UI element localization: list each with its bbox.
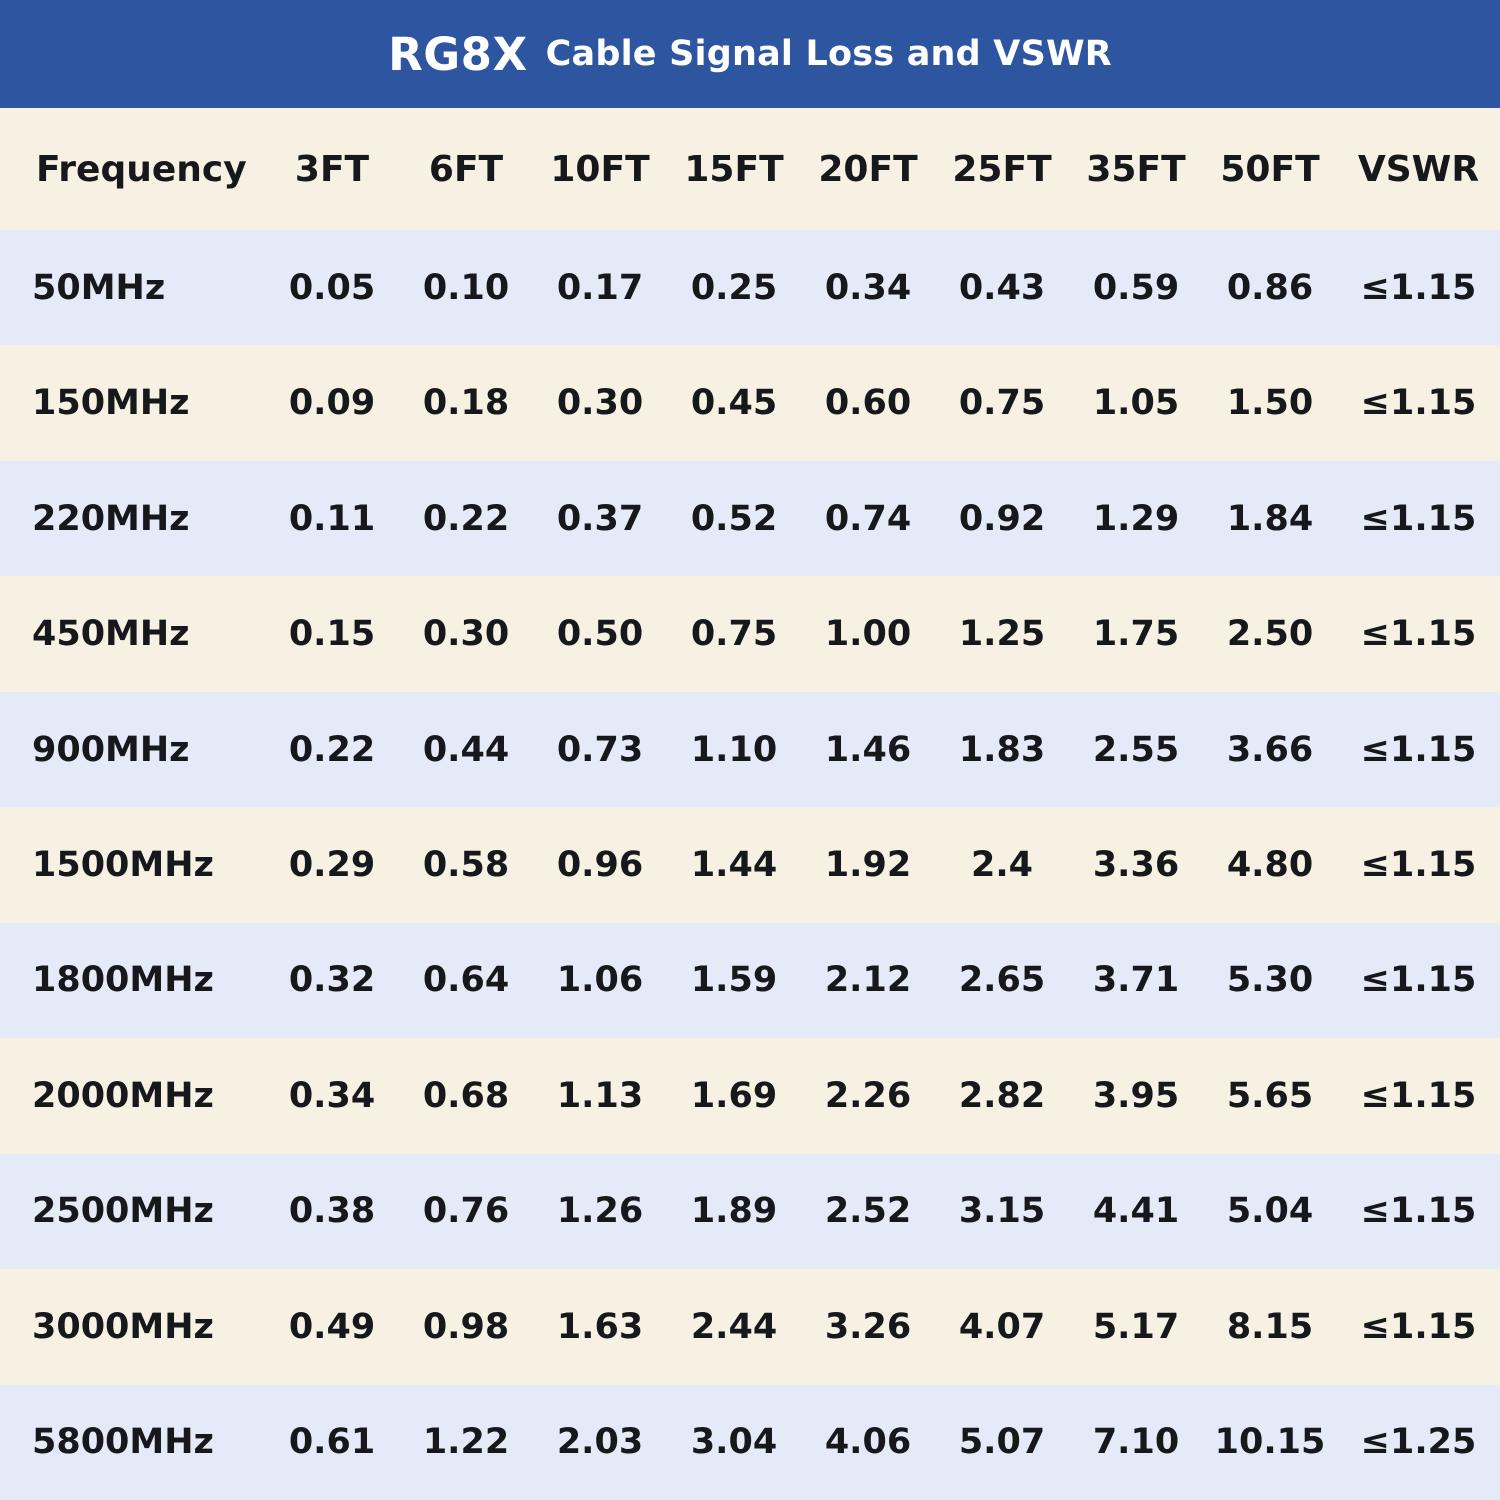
cell-3ft: 0.29 [288, 844, 376, 885]
cell-50ft: 10.15 [1214, 1422, 1326, 1463]
table-row [0, 576, 1500, 691]
column-header-frequency: Frequency [36, 148, 247, 190]
table-row [0, 692, 1500, 807]
table-row [0, 807, 1500, 922]
cell-6ft: 0.30 [422, 614, 510, 655]
table-row [0, 345, 1500, 460]
cell-3ft: 0.22 [288, 729, 376, 770]
cell-15ft: 1.44 [690, 844, 778, 885]
cell-25ft: 0.43 [958, 267, 1046, 308]
cell-20ft: 2.12 [824, 960, 912, 1001]
cell-15ft: 3.04 [690, 1422, 778, 1463]
cell-3ft: 0.15 [288, 614, 376, 655]
cell-25ft: 1.83 [958, 729, 1046, 770]
cell-15ft: 1.59 [690, 960, 778, 1001]
cell-35ft: 7.10 [1092, 1422, 1180, 1463]
cell-15ft: 1.69 [690, 1075, 778, 1116]
cell-15ft: 0.75 [690, 614, 778, 655]
table-header [0, 108, 1500, 230]
cell-25ft: 5.07 [958, 1422, 1046, 1463]
cell-vswr: ≤1.15 [1360, 1306, 1477, 1347]
cell-20ft: 3.26 [824, 1306, 912, 1347]
cell-50ft: 3.66 [1226, 729, 1314, 770]
product-name: RG8X [388, 27, 528, 81]
cell-6ft: 1.22 [422, 1422, 510, 1463]
cell-15ft: 1.10 [690, 729, 778, 770]
column-header-50ft: 50FT [1220, 148, 1320, 190]
cell-6ft: 0.58 [422, 844, 510, 885]
cell-vswr: ≤1.15 [1360, 267, 1477, 308]
cell-vswr: ≤1.15 [1360, 498, 1477, 539]
cell-6ft: 0.18 [422, 383, 510, 424]
cell-frequency: 900MHz [32, 729, 190, 770]
signal-loss-table [0, 108, 1500, 1500]
cell-35ft: 3.36 [1092, 844, 1180, 885]
title-bar [0, 0, 1500, 108]
cell-50ft: 0.86 [1226, 267, 1314, 308]
cell-15ft: 0.45 [690, 383, 778, 424]
cell-3ft: 0.38 [288, 1191, 376, 1232]
table-row [0, 1038, 1500, 1153]
column-header-35ft: 35FT [1086, 148, 1186, 190]
cell-frequency: 3000MHz [32, 1306, 214, 1347]
cell-10ft: 0.50 [556, 614, 644, 655]
cell-15ft: 0.52 [690, 498, 778, 539]
cell-vswr: ≤1.15 [1360, 383, 1477, 424]
cell-vswr: ≤1.15 [1360, 1075, 1477, 1116]
cell-frequency: 450MHz [32, 614, 190, 655]
cell-frequency: 220MHz [32, 498, 190, 539]
cell-3ft: 0.49 [288, 1306, 376, 1347]
table-row [0, 1154, 1500, 1269]
cell-25ft: 0.92 [958, 498, 1046, 539]
cell-6ft: 0.98 [422, 1306, 510, 1347]
cell-15ft: 0.25 [690, 267, 778, 308]
column-header-10ft: 10FT [550, 148, 650, 190]
cell-20ft: 2.52 [824, 1191, 912, 1232]
cell-vswr: ≤1.15 [1360, 614, 1477, 655]
cell-20ft: 4.06 [824, 1422, 912, 1463]
cell-10ft: 1.26 [556, 1191, 644, 1232]
cell-10ft: 0.30 [556, 383, 644, 424]
cell-35ft: 3.95 [1092, 1075, 1180, 1116]
cell-frequency: 5800MHz [32, 1422, 214, 1463]
cell-3ft: 0.34 [288, 1075, 376, 1116]
cell-3ft: 0.11 [288, 498, 376, 539]
cell-frequency: 1800MHz [32, 960, 214, 1001]
cell-3ft: 0.09 [288, 383, 376, 424]
cell-35ft: 3.71 [1092, 960, 1180, 1001]
cell-frequency: 50MHz [32, 267, 166, 308]
table-row [0, 461, 1500, 576]
column-header-15ft: 15FT [684, 148, 784, 190]
table-body [0, 230, 1500, 1500]
cell-50ft: 4.80 [1226, 844, 1314, 885]
cell-15ft: 2.44 [690, 1306, 778, 1347]
cell-3ft: 0.61 [288, 1422, 376, 1463]
table-row [0, 230, 1500, 345]
column-header-20ft: 20FT [818, 148, 918, 190]
cell-6ft: 0.10 [422, 267, 510, 308]
cell-35ft: 2.55 [1092, 729, 1180, 770]
table-row [0, 923, 1500, 1038]
cell-35ft: 1.75 [1092, 614, 1180, 655]
cell-50ft: 5.04 [1226, 1191, 1314, 1232]
cell-10ft: 0.96 [556, 844, 644, 885]
cell-50ft: 5.30 [1226, 960, 1314, 1001]
cell-25ft: 1.25 [958, 614, 1046, 655]
cell-frequency: 2500MHz [32, 1191, 214, 1232]
cell-35ft: 0.59 [1092, 267, 1180, 308]
cell-10ft: 0.37 [556, 498, 644, 539]
cell-25ft: 3.15 [958, 1191, 1046, 1232]
cell-vswr: ≤1.15 [1360, 844, 1477, 885]
cell-6ft: 0.68 [422, 1075, 510, 1116]
cell-35ft: 5.17 [1092, 1306, 1180, 1347]
cell-vswr: ≤1.15 [1360, 729, 1477, 770]
cell-6ft: 0.44 [422, 729, 510, 770]
cell-25ft: 4.07 [958, 1306, 1046, 1347]
cell-10ft: 2.03 [556, 1422, 644, 1463]
column-header-3ft: 3FT [294, 148, 370, 190]
cell-6ft: 0.76 [422, 1191, 510, 1232]
cell-10ft: 1.13 [556, 1075, 644, 1116]
cell-10ft: 0.17 [556, 267, 644, 308]
cell-50ft: 1.84 [1226, 498, 1314, 539]
cell-20ft: 1.46 [824, 729, 912, 770]
cell-20ft: 0.74 [824, 498, 912, 539]
column-header-25ft: 25FT [952, 148, 1052, 190]
cell-20ft: 1.92 [824, 844, 912, 885]
cell-50ft: 5.65 [1226, 1075, 1314, 1116]
cell-10ft: 0.73 [556, 729, 644, 770]
cell-35ft: 4.41 [1092, 1191, 1180, 1232]
table-row [0, 1269, 1500, 1384]
cell-15ft: 1.89 [690, 1191, 778, 1232]
cell-50ft: 1.50 [1226, 383, 1314, 424]
column-header-vswr: VSWR [1357, 148, 1480, 190]
cell-10ft: 1.06 [556, 960, 644, 1001]
cell-35ft: 1.05 [1092, 383, 1180, 424]
cell-50ft: 2.50 [1226, 614, 1314, 655]
cell-25ft: 2.65 [958, 960, 1046, 1001]
cell-10ft: 1.63 [556, 1306, 644, 1347]
cell-vswr: ≤1.15 [1360, 1191, 1477, 1232]
cell-6ft: 0.22 [422, 498, 510, 539]
page-title: Cable Signal Loss and VSWR [545, 34, 1112, 74]
header-row [0, 108, 1500, 230]
cell-frequency: 150MHz [32, 383, 190, 424]
column-header-6ft: 6FT [428, 148, 504, 190]
cell-20ft: 0.60 [824, 383, 912, 424]
cell-frequency: 2000MHz [32, 1075, 214, 1116]
cell-25ft: 2.82 [958, 1075, 1046, 1116]
cell-vswr: ≤1.15 [1360, 960, 1477, 1001]
cell-3ft: 0.05 [288, 267, 376, 308]
cell-35ft: 1.29 [1092, 498, 1180, 539]
cell-50ft: 8.15 [1226, 1306, 1314, 1347]
cell-20ft: 1.00 [824, 614, 912, 655]
cell-20ft: 2.26 [824, 1075, 912, 1116]
cell-vswr: ≤1.25 [1360, 1422, 1477, 1463]
cell-frequency: 1500MHz [32, 844, 214, 885]
cell-25ft: 0.75 [958, 383, 1046, 424]
cell-6ft: 0.64 [422, 960, 510, 1001]
table-row [0, 1385, 1500, 1500]
cell-25ft: 2.4 [970, 844, 1033, 885]
cell-20ft: 0.34 [824, 267, 912, 308]
cell-3ft: 0.32 [288, 960, 376, 1001]
